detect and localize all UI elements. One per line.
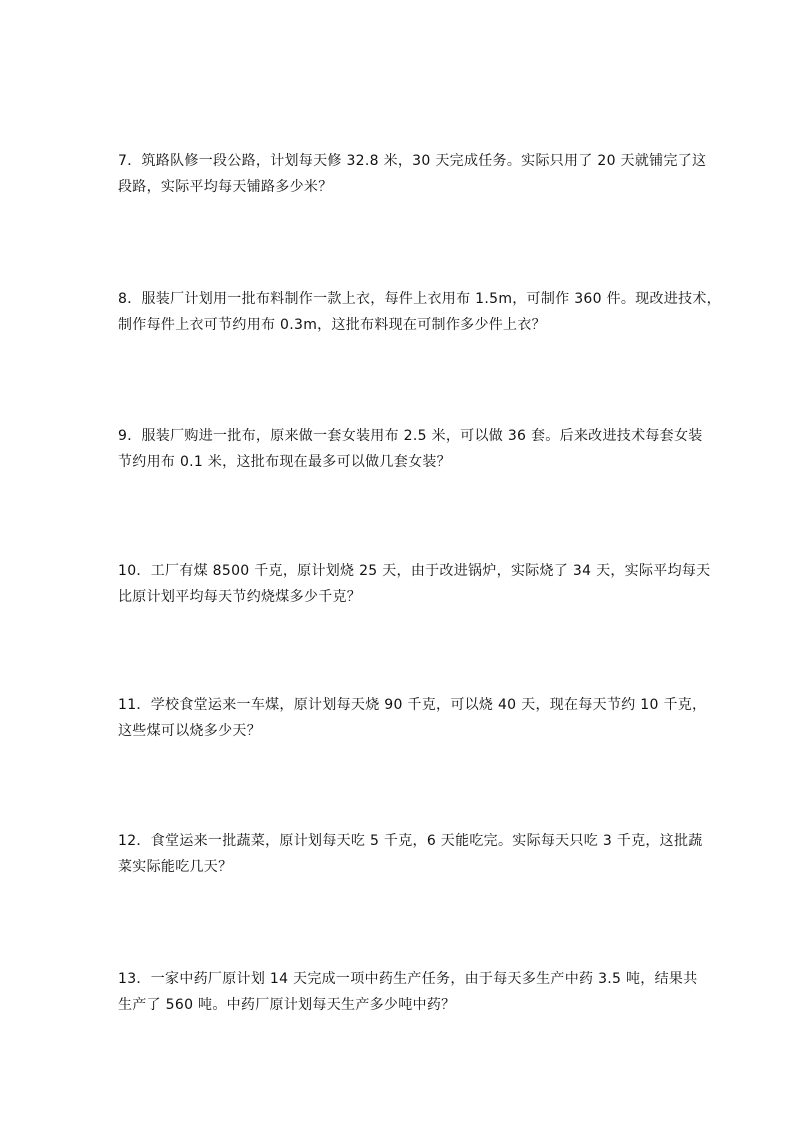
problem-8-line-1: 8．服装厂计划用一批布料制作一款上衣，每件上衣用布 1.5m，可制作 360 件。现改进技术， bbox=[118, 291, 721, 307]
problem-7-line-2: 段路，实际平均每天铺路多少米？ bbox=[118, 179, 333, 195]
problem-11 bbox=[118, 692, 707, 744]
problem-7 bbox=[118, 148, 707, 200]
problem-9 bbox=[118, 423, 703, 475]
problem-11-line-1: 11．学校食堂运来一车煤，原计划每天烧 90 千克，可以烧 40 天，现在每天节约 10 千克， bbox=[118, 697, 707, 713]
problem-11-line-2: 这些煤可以烧多少天？ bbox=[118, 723, 261, 739]
problem-10-line-2: 比原计划平均每天节约烧煤多少千克？ bbox=[118, 589, 362, 605]
problem-9-line-1: 9．服装厂购进一批布，原来做一套女装用布 2.5 米，可以做 36 套。后来改进技术每套女装 bbox=[118, 428, 703, 444]
problem-12-line-2: 菜实际能吃几天？ bbox=[118, 859, 233, 875]
problem-12-line-1: 12．食堂运来一批蔬菜，原计划每天吃 5 千克，6 天能吃完。实际每天只吃 3 千克，这批蔬 bbox=[118, 833, 703, 849]
problem-9-line-2: 节约用布 0.1 米，这批布现在最多可以做几套女装？ bbox=[118, 454, 451, 470]
problem-12 bbox=[118, 828, 703, 880]
problem-13-line-2: 生产了 560 吨。中药厂原计划每天生产多少吨中药？ bbox=[118, 997, 456, 1013]
problem-13 bbox=[118, 966, 698, 1018]
problem-7-line-1: 7．筑路队修一段公路，计划每天修 32.8 米，30 天完成任务。实际只用了 20 天就铺完了这 bbox=[118, 153, 707, 169]
problem-8 bbox=[118, 286, 721, 338]
problem-13-line-1: 13．一家中药厂原计划 14 天完成一项中药生产任务，由于每天多生产中药 3.5 吨，结果共 bbox=[118, 971, 698, 987]
problem-10 bbox=[118, 558, 711, 610]
problem-10-line-1: 10．工厂有煤 8500 千克，原计划烧 25 天，由于改进锅炉，实际烧了 34 天，实际平均每天 bbox=[118, 563, 711, 579]
problem-8-line-2: 制作每件上衣可节约用布 0.3m，这批布料现在可制作多少件上衣？ bbox=[118, 317, 546, 333]
